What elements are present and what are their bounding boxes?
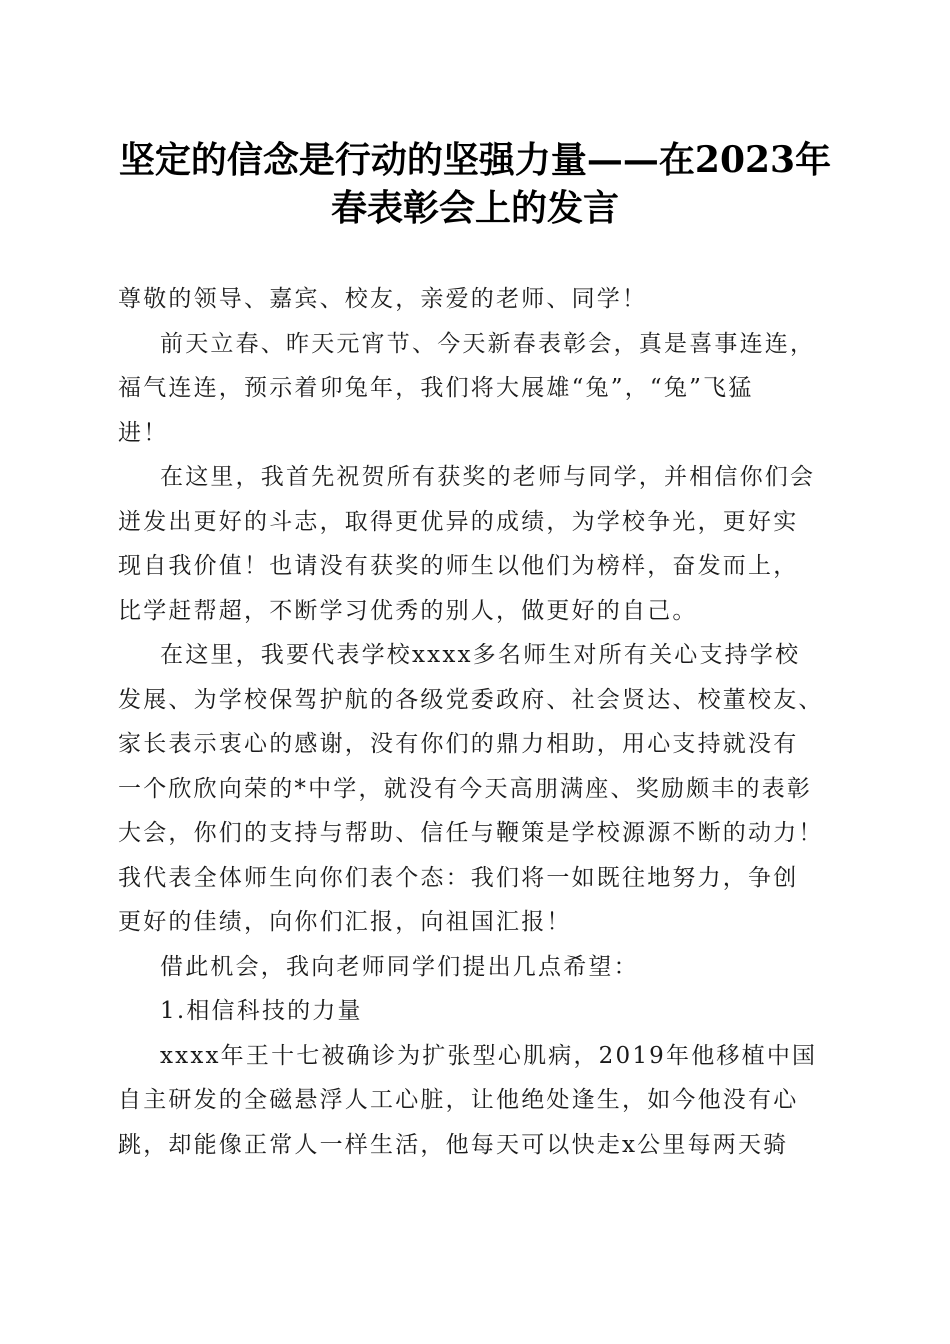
paragraph-line: 前天立春、昨天元宵节、今天新春表彰会，真是喜事连连， (160, 330, 816, 357)
paragraph-line: 现自我价值！也请没有获奖的师生以他们为榜样，奋发而上， (118, 553, 799, 579)
title-line-2: 春表彰会上的发言 (330, 187, 619, 229)
paragraph-line: 发展、为学校保驾护航的各级党委政府、社会贤达、校董校友、 (118, 686, 824, 713)
paragraph-line: 家长表示衷心的感谢，没有你们的鼎力相助，用心支持就没有 (118, 731, 799, 757)
paragraph-line: 进！ (118, 419, 169, 446)
paragraph-line: xxxx年王十七被确诊为扩张型心肌病，2019年他移植中国 (160, 1042, 818, 1069)
salutation-line: 尊敬的领导、嘉宾、校友，亲爱的老师、同学！ (118, 286, 648, 312)
paragraph-line: 借此机会，我向老师同学们提出几点希望： (160, 953, 639, 980)
section-heading: 1.相信科技的力量 (160, 998, 363, 1024)
paragraph-line: 大会，你们的支持与帮助、信任与鞭策是学校源源不断的动力！ (118, 820, 824, 846)
paragraph-line: 自主研发的全磁悬浮人工心脏，让他绝处逢生，如今他没有心 (118, 1087, 799, 1113)
paragraph-line: 福气连连，预示着卯兔年，我们将大展雄“兔”，“兔”飞猛 (118, 375, 754, 401)
document-title (100, 136, 850, 232)
document-body (118, 277, 838, 1167)
paragraph-line: 迸发出更好的斗志，取得更优异的成绩，为学校争光，更好实 (118, 508, 799, 535)
paragraph-line: 一个欣欣向荣的*中学，就没有今天高朋满座、奖励颇丰的表彰 (118, 775, 813, 802)
paragraph-line: 比学赶帮超，不断学习优秀的别人，做更好的自己。 (118, 597, 698, 624)
paragraph-line: 在这里，我要代表学校xxxx多名师生对所有关心支持学校 (160, 642, 801, 668)
paragraph-line: 更好的佳绩，向你们汇报，向祖国汇报！ (118, 909, 572, 935)
paragraph-line: 跳，却能像正常人一样生活，他每天可以快走x公里每两天骑 (118, 1131, 789, 1158)
paragraph-line: 在这里，我首先祝贺所有获奖的老师与同学，并相信你们会 (160, 464, 816, 490)
paragraph-line: 我代表全体师生向你们表个态：我们将一如既往地努力，争创 (118, 864, 799, 891)
title-line-1: 坚定的信念是行动的坚强力量——在2023年 (118, 139, 832, 181)
